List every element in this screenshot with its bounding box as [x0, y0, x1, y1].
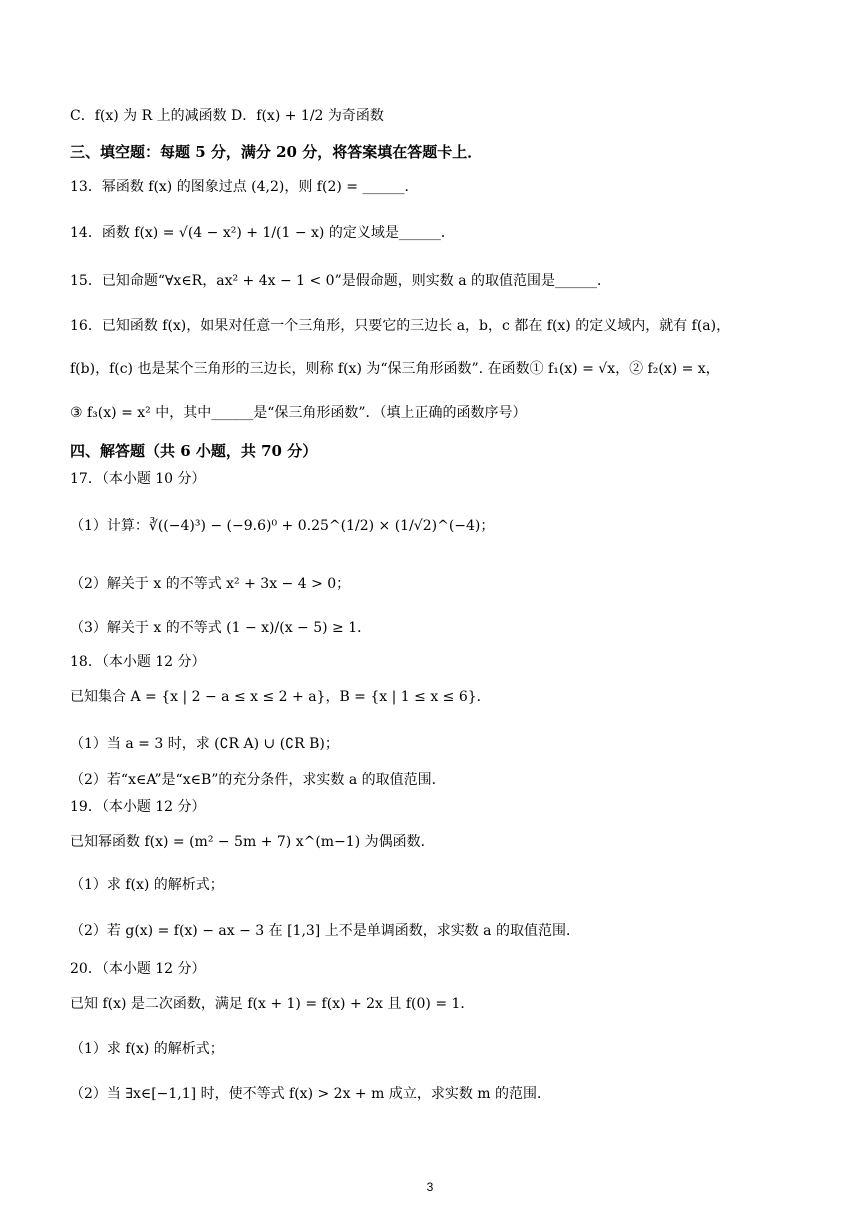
question-18-part-2: （2）若“x∈A”是“x∈B”的充分条件，求实数 a 的取值范围．	[70, 772, 446, 788]
question-17-part-2: （2）解关于 x 的不等式 x² + 3x − 4 > 0；	[70, 576, 351, 592]
question-17-header: 17．（本小题 10 分）	[70, 471, 206, 487]
section-answer-heading: 四、解答题（共 6 小题，共 70 分）	[70, 442, 318, 460]
question-20-header: 20．（本小题 12 分）	[70, 961, 206, 977]
question-19-header: 19．（本小题 12 分）	[70, 799, 206, 815]
question-18-stem: 已知集合 A = {x | 2 − a ≤ x ≤ 2 + a}，B = {x | 1 ≤ x ≤ 6}．	[70, 689, 491, 705]
question-20-part-1: （1）求 f(x) 的解析式；	[70, 1041, 224, 1057]
question-15: 15．已知命题“∀x∈R，ax² + 4x − 1 < 0”是假命题，则实数 a 的取值范围是______．	[70, 273, 611, 289]
section-fill-in-heading: 三、填空题：每题 5 分，满分 20 分，将答案填在答题卡上．	[70, 143, 483, 161]
question-20-part-2: （2）当 ∃x∈[−1,1] 时，使不等式 f(x) > 2x + m 成立，求实数 m 的范围．	[70, 1086, 551, 1102]
question-16-line-3: ③ f₃(x) = x² 中，其中______是“保三角形函数”．（填上正确的函数序号）	[70, 405, 527, 421]
question-18-header: 18．（本小题 12 分）	[70, 654, 206, 670]
question-19-part-1: （1）求 f(x) 的解析式；	[70, 877, 224, 893]
question-18-part-1: （1）当 a = 3 时，求 (∁R A) ∪ (∁R B)；	[70, 736, 339, 752]
question-20-stem: 已知 f(x) 是二次函数，满足 f(x + 1) = f(x) + 2x 且 f(0) = 1．	[70, 996, 475, 1012]
question-19-stem: 已知幂函数 f(x) = (m² − 5m + 7) x^(m−1) 为偶函数．	[70, 834, 435, 850]
question-17-part-1: （1）计算：∛((−4)³) − (−9.6)⁰ + 0.25^(1/2) × (1/√2)^(−4)；	[70, 518, 495, 534]
question-16-line-2: f(b)，f(c) 也是某个三角形的三边长，则称 f(x) 为“保三角形函数”. 在函数① f₁(x) = √x，② f₂(x) = x，	[70, 361, 720, 377]
option-c-d: C．f(x) 为 R 上的减函数 D．f(x) + 1/2 为奇函数	[70, 108, 384, 124]
question-14: 14．函数 f(x) = √(4 − x²) + 1/(1 − x) 的定义域是______．	[70, 225, 455, 241]
question-13: 13．幂函数 f(x) 的图象过点 (4,2)，则 f(2) = ______．	[70, 179, 419, 195]
page-number: 3	[426, 1180, 434, 1194]
question-17-part-3: （3）解关于 x 的不等式 (1 − x)/(x − 5) ≥ 1．	[70, 620, 372, 636]
question-16-line-1: 16．已知函数 f(x)，如果对任意一个三角形，只要它的三边长 a，b，c 都在 f(x) 的定义域内，就有 f(a)，	[70, 318, 731, 334]
question-19-part-2: （2）若 g(x) = f(x) − ax − 3 在 [1,3] 上不是单调函数，求实数 a 的取值范围．	[70, 923, 580, 939]
